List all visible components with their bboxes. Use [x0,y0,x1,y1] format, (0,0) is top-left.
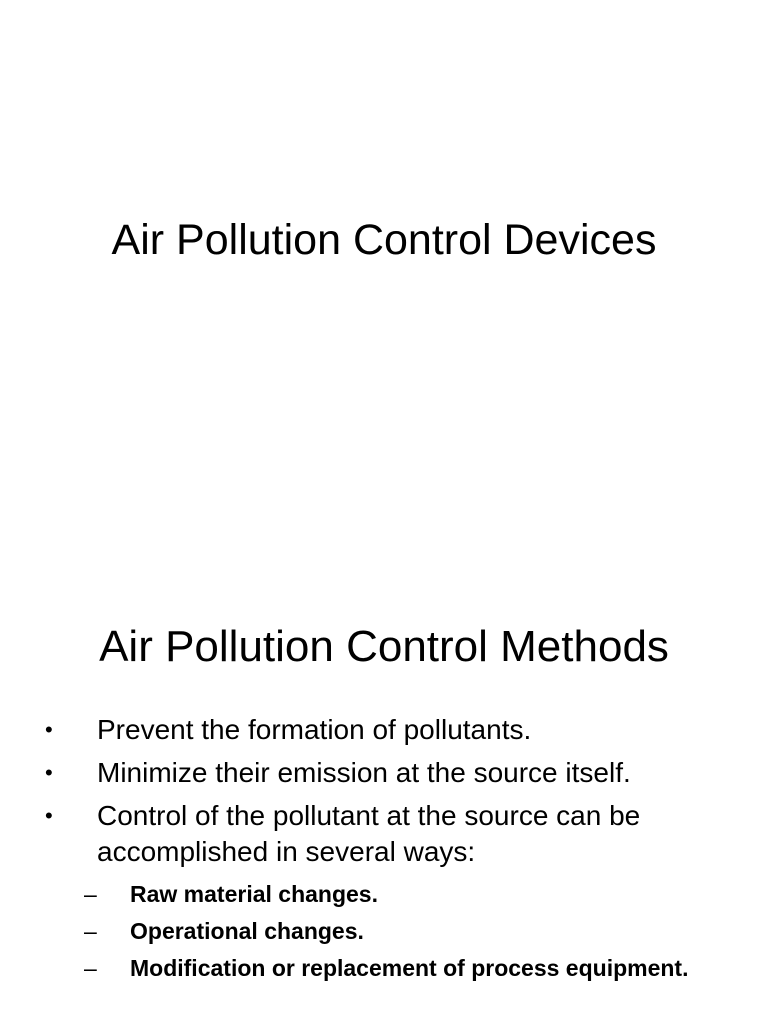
sub-bullet-marker: – [84,881,97,907]
bullet-text: Control of the pollutant at the source can be accomplished in several ways: [97,800,641,867]
sub-bullet-group [0,877,768,984]
sub-bullet-marker: – [84,955,97,981]
slide-heading: Air Pollution Control Methods [99,622,669,671]
sub-bullet-item [0,953,768,984]
bullet-text: Prevent the formation of pollutants. [97,714,532,745]
sub-bullet-text: Raw material changes. [130,881,378,907]
bullet-marker: • [45,717,53,742]
sub-bullet-text: Operational changes. [130,918,364,944]
sub-bullet-item [0,916,768,947]
sub-bullet-list [0,877,768,984]
bullet-marker: • [45,760,53,785]
slide-content-page [0,512,768,1024]
bullet-marker: • [45,803,53,828]
sub-bullet-marker: – [84,918,97,944]
bullet-text: Minimize their emission at the source itself. [97,757,631,788]
sub-bullet-item [0,879,768,910]
bullet-item [0,798,768,870]
bullet-list [0,712,768,990]
bullet-item [0,712,768,748]
sub-bullet-text: Modification or replacement of process equipment. [130,955,689,981]
bullet-item [0,755,768,791]
slide-title: Air Pollution Control Devices [111,216,657,264]
